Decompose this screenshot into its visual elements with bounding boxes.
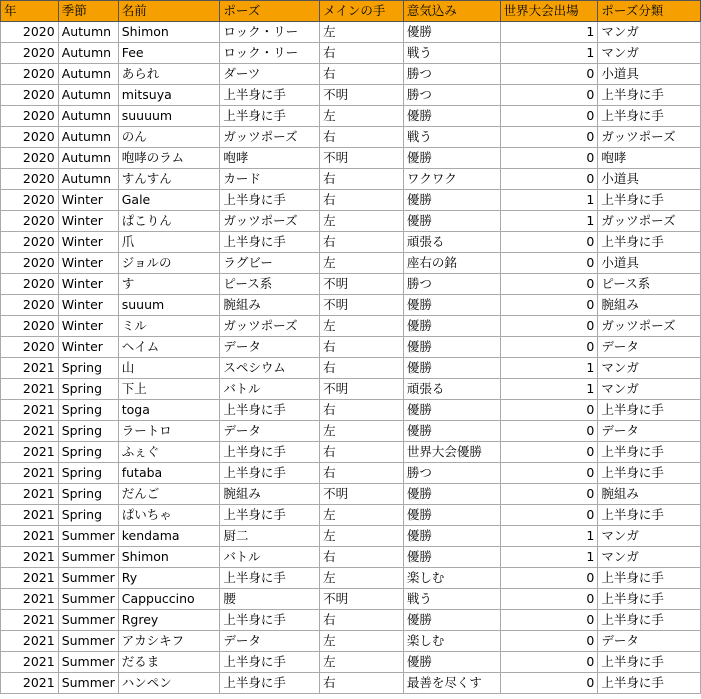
cell-ambition[interactable]: 優勝 [403, 610, 500, 631]
cell-worlds[interactable]: 0 [500, 148, 598, 169]
cell-ambition[interactable]: 楽しむ [403, 631, 500, 652]
cell-pose[interactable]: 上半身に手 [220, 610, 320, 631]
cell-pose-category[interactable]: 上半身に手 [598, 232, 701, 253]
cell-ambition[interactable]: 勝つ [403, 274, 500, 295]
cell-year[interactable]: 2020 [1, 106, 59, 127]
cell-ambition[interactable]: 座右の銘 [403, 253, 500, 274]
cell-pose[interactable]: 上半身に手 [220, 463, 320, 484]
cell-main-hand[interactable]: 左 [320, 211, 404, 232]
cell-ambition[interactable]: 優勝 [403, 358, 500, 379]
cell-worlds[interactable]: 1 [500, 190, 598, 211]
cell-worlds[interactable]: 0 [500, 400, 598, 421]
cell-pose-category[interactable]: 腕組み [598, 484, 701, 505]
cell-ambition[interactable]: 戦う [403, 43, 500, 64]
cell-ambition[interactable]: 勝つ [403, 64, 500, 85]
cell-pose[interactable]: 厨二 [220, 526, 320, 547]
cell-season[interactable]: Winter [58, 211, 118, 232]
table-row [1, 22, 701, 43]
cell-pose-category[interactable]: ガッツポーズ [598, 211, 701, 232]
cell-season[interactable]: Summer [58, 589, 118, 610]
cell-year[interactable]: 2021 [1, 589, 59, 610]
cell-season[interactable]: Autumn [58, 127, 118, 148]
cell-ambition[interactable]: 優勝 [403, 484, 500, 505]
cell-ambition[interactable]: 優勝 [403, 211, 500, 232]
cell-worlds[interactable]: 0 [500, 64, 598, 85]
table-row [1, 274, 701, 295]
cell-pose[interactable]: ラグビー [220, 253, 320, 274]
cell-ambition[interactable]: 勝つ [403, 85, 500, 106]
cell-name[interactable]: 下上 [118, 379, 220, 400]
cell-ambition[interactable]: ワクワク [403, 169, 500, 190]
cell-name[interactable]: Gale [118, 190, 220, 211]
cell-main-hand[interactable]: 左 [320, 652, 404, 673]
cell-worlds[interactable]: 0 [500, 505, 598, 526]
cell-main-hand[interactable]: 右 [320, 169, 404, 190]
table-row [1, 505, 701, 526]
cell-worlds[interactable]: 0 [500, 673, 598, 694]
cell-main-hand[interactable]: 左 [320, 316, 404, 337]
cell-year[interactable]: 2020 [1, 148, 59, 169]
cell-ambition[interactable]: 優勝 [403, 22, 500, 43]
cell-name[interactable]: Cappuccino [118, 589, 220, 610]
cell-ambition[interactable]: 優勝 [403, 526, 500, 547]
cell-pose[interactable]: データ [220, 421, 320, 442]
cell-pose-category[interactable]: 小道具 [598, 64, 701, 85]
cell-season[interactable]: Spring [58, 484, 118, 505]
table-body [1, 22, 701, 694]
cell-name[interactable]: ふぇぐ [118, 442, 220, 463]
cell-main-hand[interactable]: 不明 [320, 484, 404, 505]
table-row [1, 127, 701, 148]
cell-main-hand[interactable]: 左 [320, 505, 404, 526]
cell-ambition[interactable]: 優勝 [403, 295, 500, 316]
table-row [1, 253, 701, 274]
cell-name[interactable]: toga [118, 400, 220, 421]
cell-name[interactable]: futaba [118, 463, 220, 484]
cell-season[interactable]: Spring [58, 379, 118, 400]
cell-ambition[interactable]: 優勝 [403, 547, 500, 568]
cell-pose-category[interactable]: 小道具 [598, 169, 701, 190]
cell-pose-category[interactable]: データ [598, 631, 701, 652]
cell-year[interactable]: 2021 [1, 610, 59, 631]
cell-name[interactable]: だるま [118, 652, 220, 673]
cell-name[interactable]: ヘイム [118, 337, 220, 358]
cell-main-hand[interactable]: 左 [320, 22, 404, 43]
cell-pose[interactable]: 腰 [220, 589, 320, 610]
cell-year[interactable]: 2020 [1, 211, 59, 232]
cell-name[interactable]: Rgrey [118, 610, 220, 631]
cell-pose[interactable]: バトル [220, 547, 320, 568]
cell-pose-category[interactable]: 上半身に手 [598, 568, 701, 589]
cell-main-hand[interactable]: 右 [320, 43, 404, 64]
cell-year[interactable]: 2020 [1, 253, 59, 274]
cell-worlds[interactable]: 0 [500, 442, 598, 463]
cell-pose-category[interactable]: マンガ [598, 43, 701, 64]
cell-pose-category[interactable]: マンガ [598, 358, 701, 379]
cell-worlds[interactable]: 0 [500, 127, 598, 148]
cell-ambition[interactable]: 優勝 [403, 400, 500, 421]
cell-main-hand[interactable]: 右 [320, 610, 404, 631]
cell-worlds[interactable]: 0 [500, 169, 598, 190]
table-row [1, 442, 701, 463]
cell-pose[interactable]: 上半身に手 [220, 400, 320, 421]
table-row [1, 589, 701, 610]
cell-ambition[interactable]: 最善を尽くす [403, 673, 500, 694]
table-row [1, 526, 701, 547]
cell-season[interactable]: Autumn [58, 169, 118, 190]
cell-worlds[interactable]: 0 [500, 463, 598, 484]
cell-pose[interactable]: ダーツ [220, 64, 320, 85]
table-row [1, 610, 701, 631]
cell-main-hand[interactable]: 不明 [320, 274, 404, 295]
cell-pose-category[interactable]: ガッツポーズ [598, 316, 701, 337]
cell-main-hand[interactable]: 右 [320, 400, 404, 421]
cell-worlds[interactable]: 0 [500, 589, 598, 610]
cell-name[interactable]: suuuum [118, 106, 220, 127]
cell-ambition[interactable]: 頑張る [403, 379, 500, 400]
cell-season[interactable]: Spring [58, 505, 118, 526]
cell-year[interactable]: 2020 [1, 274, 59, 295]
cell-year[interactable]: 2020 [1, 190, 59, 211]
cell-main-hand[interactable]: 右 [320, 358, 404, 379]
cell-name[interactable]: のん [118, 127, 220, 148]
cell-main-hand[interactable]: 不明 [320, 85, 404, 106]
table-row [1, 463, 701, 484]
cell-pose[interactable]: 上半身に手 [220, 568, 320, 589]
cell-pose[interactable]: データ [220, 337, 320, 358]
cell-pose-category[interactable]: 上半身に手 [598, 463, 701, 484]
cell-season[interactable]: Summer [58, 631, 118, 652]
cell-pose-category[interactable]: 上半身に手 [598, 505, 701, 526]
cell-year[interactable]: 2021 [1, 484, 59, 505]
cell-name[interactable]: Fee [118, 43, 220, 64]
header-cell-year[interactable]: 年 [1, 1, 59, 22]
cell-name[interactable]: 咆哮のラム [118, 148, 220, 169]
cell-worlds[interactable]: 0 [500, 232, 598, 253]
cell-worlds[interactable]: 0 [500, 106, 598, 127]
cell-ambition[interactable]: 戦う [403, 589, 500, 610]
cell-pose-category[interactable]: 小道具 [598, 253, 701, 274]
cell-worlds[interactable]: 0 [500, 295, 598, 316]
cell-pose[interactable]: 上半身に手 [220, 190, 320, 211]
cell-year[interactable]: 2021 [1, 505, 59, 526]
cell-season[interactable]: Winter [58, 295, 118, 316]
cell-year[interactable]: 2021 [1, 526, 59, 547]
cell-worlds[interactable]: 1 [500, 526, 598, 547]
cell-pose[interactable]: 上半身に手 [220, 673, 320, 694]
cell-year[interactable]: 2021 [1, 379, 59, 400]
cell-season[interactable]: Summer [58, 547, 118, 568]
table-row [1, 232, 701, 253]
cell-pose[interactable]: 上半身に手 [220, 442, 320, 463]
cell-season[interactable]: Autumn [58, 64, 118, 85]
table-row [1, 106, 701, 127]
cell-season[interactable]: Summer [58, 673, 118, 694]
cell-pose[interactable]: 上半身に手 [220, 232, 320, 253]
cell-main-hand[interactable]: 左 [320, 421, 404, 442]
header-cell-pose-category[interactable]: ポーズ分類 [598, 1, 701, 22]
cell-pose-category[interactable]: マンガ [598, 526, 701, 547]
cell-worlds[interactable]: 0 [500, 631, 598, 652]
cell-year[interactable]: 2021 [1, 547, 59, 568]
header-cell-pose[interactable]: ポーズ [220, 1, 320, 22]
header-cell-worlds[interactable]: 世界大会出場 [500, 1, 598, 22]
cell-pose-category[interactable]: マンガ [598, 379, 701, 400]
cell-season[interactable]: Spring [58, 358, 118, 379]
cell-name[interactable]: ジョルの [118, 253, 220, 274]
cell-name[interactable]: ハンペン [118, 673, 220, 694]
cell-main-hand[interactable]: 右 [320, 442, 404, 463]
cell-main-hand[interactable]: 左 [320, 631, 404, 652]
cell-name[interactable]: だんご [118, 484, 220, 505]
cell-main-hand[interactable]: 不明 [320, 295, 404, 316]
cell-pose-category[interactable]: 上半身に手 [598, 85, 701, 106]
cell-name[interactable]: ミル [118, 316, 220, 337]
cell-pose-category[interactable]: 上半身に手 [598, 442, 701, 463]
cell-pose-category[interactable]: 上半身に手 [598, 652, 701, 673]
cell-name[interactable]: アカシキフ [118, 631, 220, 652]
cell-ambition[interactable]: 優勝 [403, 148, 500, 169]
cell-year[interactable]: 2020 [1, 43, 59, 64]
cell-pose-category[interactable]: ピース系 [598, 274, 701, 295]
cell-pose[interactable]: 上半身に手 [220, 85, 320, 106]
cell-season[interactable]: Summer [58, 610, 118, 631]
table-row [1, 547, 701, 568]
cell-pose[interactable]: ピース系 [220, 274, 320, 295]
cell-pose-category[interactable]: ガッツポーズ [598, 127, 701, 148]
cell-pose-category[interactable]: 上半身に手 [598, 400, 701, 421]
cell-pose[interactable]: ガッツポーズ [220, 211, 320, 232]
cell-season[interactable]: Winter [58, 274, 118, 295]
cell-main-hand[interactable]: 右 [320, 64, 404, 85]
cell-worlds[interactable]: 1 [500, 379, 598, 400]
cell-name[interactable]: kendama [118, 526, 220, 547]
cell-pose[interactable]: 咆哮 [220, 148, 320, 169]
cell-worlds[interactable]: 1 [500, 211, 598, 232]
cell-year[interactable]: 2020 [1, 316, 59, 337]
cell-pose-category[interactable]: 上半身に手 [598, 190, 701, 211]
cell-season[interactable]: Winter [58, 316, 118, 337]
cell-ambition[interactable]: 優勝 [403, 652, 500, 673]
cell-pose-category[interactable]: データ [598, 337, 701, 358]
cell-worlds[interactable]: 0 [500, 316, 598, 337]
cell-pose-category[interactable]: マンガ [598, 22, 701, 43]
cell-year[interactable]: 2021 [1, 463, 59, 484]
cell-year[interactable]: 2021 [1, 631, 59, 652]
cell-year[interactable]: 2021 [1, 652, 59, 673]
cell-main-hand[interactable]: 右 [320, 127, 404, 148]
header-cell-ambition[interactable]: 意気込み [403, 1, 500, 22]
cell-pose[interactable]: ロック・リー [220, 43, 320, 64]
cell-ambition[interactable]: 優勝 [403, 337, 500, 358]
cell-main-hand[interactable]: 右 [320, 337, 404, 358]
cell-pose-category[interactable]: 上半身に手 [598, 673, 701, 694]
table-row [1, 400, 701, 421]
table-row [1, 316, 701, 337]
cell-year[interactable]: 2020 [1, 232, 59, 253]
cell-season[interactable]: Autumn [58, 85, 118, 106]
cell-season[interactable]: Spring [58, 463, 118, 484]
cell-pose[interactable]: バトル [220, 379, 320, 400]
cell-worlds[interactable]: 1 [500, 22, 598, 43]
cell-year[interactable]: 2020 [1, 127, 59, 148]
cell-name[interactable]: Shimon [118, 22, 220, 43]
cell-season[interactable]: Winter [58, 337, 118, 358]
cell-pose[interactable]: カード [220, 169, 320, 190]
header-cell-season[interactable]: 季節 [58, 1, 118, 22]
cell-pose[interactable]: 上半身に手 [220, 652, 320, 673]
table-row [1, 379, 701, 400]
cell-year[interactable]: 2020 [1, 337, 59, 358]
cell-name[interactable]: 爪 [118, 232, 220, 253]
cell-worlds[interactable]: 1 [500, 358, 598, 379]
table-row [1, 568, 701, 589]
cell-year[interactable]: 2021 [1, 400, 59, 421]
cell-worlds[interactable]: 0 [500, 652, 598, 673]
table-row [1, 652, 701, 673]
cell-season[interactable]: Autumn [58, 43, 118, 64]
cell-season[interactable]: Summer [58, 568, 118, 589]
cell-main-hand[interactable]: 左 [320, 526, 404, 547]
cell-main-hand[interactable]: 右 [320, 190, 404, 211]
cell-name[interactable]: 山 [118, 358, 220, 379]
header-cell-name[interactable]: 名前 [118, 1, 220, 22]
cell-name[interactable]: す [118, 274, 220, 295]
cell-pose[interactable]: ガッツポーズ [220, 127, 320, 148]
cell-year[interactable]: 2021 [1, 673, 59, 694]
cell-worlds[interactable]: 0 [500, 568, 598, 589]
cell-year[interactable]: 2020 [1, 64, 59, 85]
cell-ambition[interactable]: 世界大会優勝 [403, 442, 500, 463]
cell-year[interactable]: 2021 [1, 442, 59, 463]
cell-pose-category[interactable]: 上半身に手 [598, 610, 701, 631]
cell-ambition[interactable]: 優勝 [403, 421, 500, 442]
table-row [1, 421, 701, 442]
cell-worlds[interactable]: 0 [500, 337, 598, 358]
cell-pose[interactable]: 上半身に手 [220, 106, 320, 127]
cell-season[interactable]: Summer [58, 526, 118, 547]
cell-season[interactable]: Winter [58, 232, 118, 253]
cell-ambition[interactable]: 楽しむ [403, 568, 500, 589]
cell-name[interactable]: ラートロ [118, 421, 220, 442]
cell-season[interactable]: Autumn [58, 22, 118, 43]
cell-worlds[interactable]: 0 [500, 85, 598, 106]
cell-season[interactable]: Summer [58, 652, 118, 673]
cell-name[interactable]: Shimon [118, 547, 220, 568]
header-row [1, 1, 701, 22]
cell-season[interactable]: Spring [58, 442, 118, 463]
cell-year[interactable]: 2020 [1, 22, 59, 43]
cell-main-hand[interactable]: 左 [320, 106, 404, 127]
cell-name[interactable]: ぱこりん [118, 211, 220, 232]
cell-pose-category[interactable]: 腕組み [598, 295, 701, 316]
table-row [1, 295, 701, 316]
cell-main-hand[interactable]: 右 [320, 463, 404, 484]
cell-main-hand[interactable]: 右 [320, 547, 404, 568]
cell-year[interactable]: 2020 [1, 169, 59, 190]
cell-pose-category[interactable]: 上半身に手 [598, 589, 701, 610]
table-row [1, 337, 701, 358]
cell-season[interactable]: Autumn [58, 106, 118, 127]
header-cell-main-hand[interactable]: メインの手 [320, 1, 404, 22]
table-row [1, 169, 701, 190]
cell-pose[interactable]: ガッツポーズ [220, 316, 320, 337]
table-row [1, 190, 701, 211]
cell-worlds[interactable]: 0 [500, 253, 598, 274]
cell-season[interactable]: Autumn [58, 148, 118, 169]
table-row [1, 673, 701, 694]
cell-year[interactable]: 2021 [1, 358, 59, 379]
cell-season[interactable]: Spring [58, 400, 118, 421]
table-row [1, 484, 701, 505]
cell-name[interactable]: すんすん [118, 169, 220, 190]
cell-pose-category[interactable]: マンガ [598, 547, 701, 568]
cell-pose-category[interactable]: 上半身に手 [598, 106, 701, 127]
cell-name[interactable]: suuum [118, 295, 220, 316]
cell-main-hand[interactable]: 左 [320, 568, 404, 589]
table-row [1, 43, 701, 64]
table-row [1, 85, 701, 106]
cell-year[interactable]: 2021 [1, 421, 59, 442]
table-row [1, 211, 701, 232]
cell-name[interactable]: mitsuya [118, 85, 220, 106]
cell-pose[interactable]: スペシウム [220, 358, 320, 379]
cell-season[interactable]: Winter [58, 190, 118, 211]
cell-year[interactable]: 2021 [1, 568, 59, 589]
cell-pose-category[interactable]: 咆哮 [598, 148, 701, 169]
cell-ambition[interactable]: 優勝 [403, 316, 500, 337]
cell-pose[interactable]: ロック・リー [220, 22, 320, 43]
cell-worlds[interactable]: 0 [500, 610, 598, 631]
cell-name[interactable]: ぱいちゃ [118, 505, 220, 526]
cell-worlds[interactable]: 1 [500, 43, 598, 64]
table-row [1, 148, 701, 169]
cell-main-hand[interactable]: 不明 [320, 379, 404, 400]
cell-season[interactable]: Spring [58, 421, 118, 442]
cell-ambition[interactable]: 優勝 [403, 190, 500, 211]
cell-ambition[interactable]: 戦う [403, 127, 500, 148]
cell-name[interactable]: Ry [118, 568, 220, 589]
cell-pose-category[interactable]: データ [598, 421, 701, 442]
cell-worlds[interactable]: 1 [500, 547, 598, 568]
cell-worlds[interactable]: 0 [500, 421, 598, 442]
cell-season[interactable]: Winter [58, 253, 118, 274]
cell-pose[interactable]: 腕組み [220, 295, 320, 316]
cell-worlds[interactable]: 0 [500, 274, 598, 295]
cell-ambition[interactable]: 勝つ [403, 463, 500, 484]
cell-main-hand[interactable]: 不明 [320, 148, 404, 169]
cell-name[interactable]: あられ [118, 64, 220, 85]
cell-pose[interactable]: データ [220, 631, 320, 652]
cell-main-hand[interactable]: 左 [320, 253, 404, 274]
cell-main-hand[interactable]: 不明 [320, 589, 404, 610]
cell-main-hand[interactable]: 右 [320, 673, 404, 694]
cell-main-hand[interactable]: 右 [320, 232, 404, 253]
cell-year[interactable]: 2020 [1, 85, 59, 106]
cell-ambition[interactable]: 優勝 [403, 505, 500, 526]
cell-worlds[interactable]: 0 [500, 484, 598, 505]
table-row [1, 631, 701, 652]
cell-year[interactable]: 2020 [1, 295, 59, 316]
cell-pose[interactable]: 上半身に手 [220, 505, 320, 526]
cell-pose[interactable]: 腕組み [220, 484, 320, 505]
table-row [1, 64, 701, 85]
cell-ambition[interactable]: 頑張る [403, 232, 500, 253]
cell-ambition[interactable]: 優勝 [403, 106, 500, 127]
table-row [1, 358, 701, 379]
